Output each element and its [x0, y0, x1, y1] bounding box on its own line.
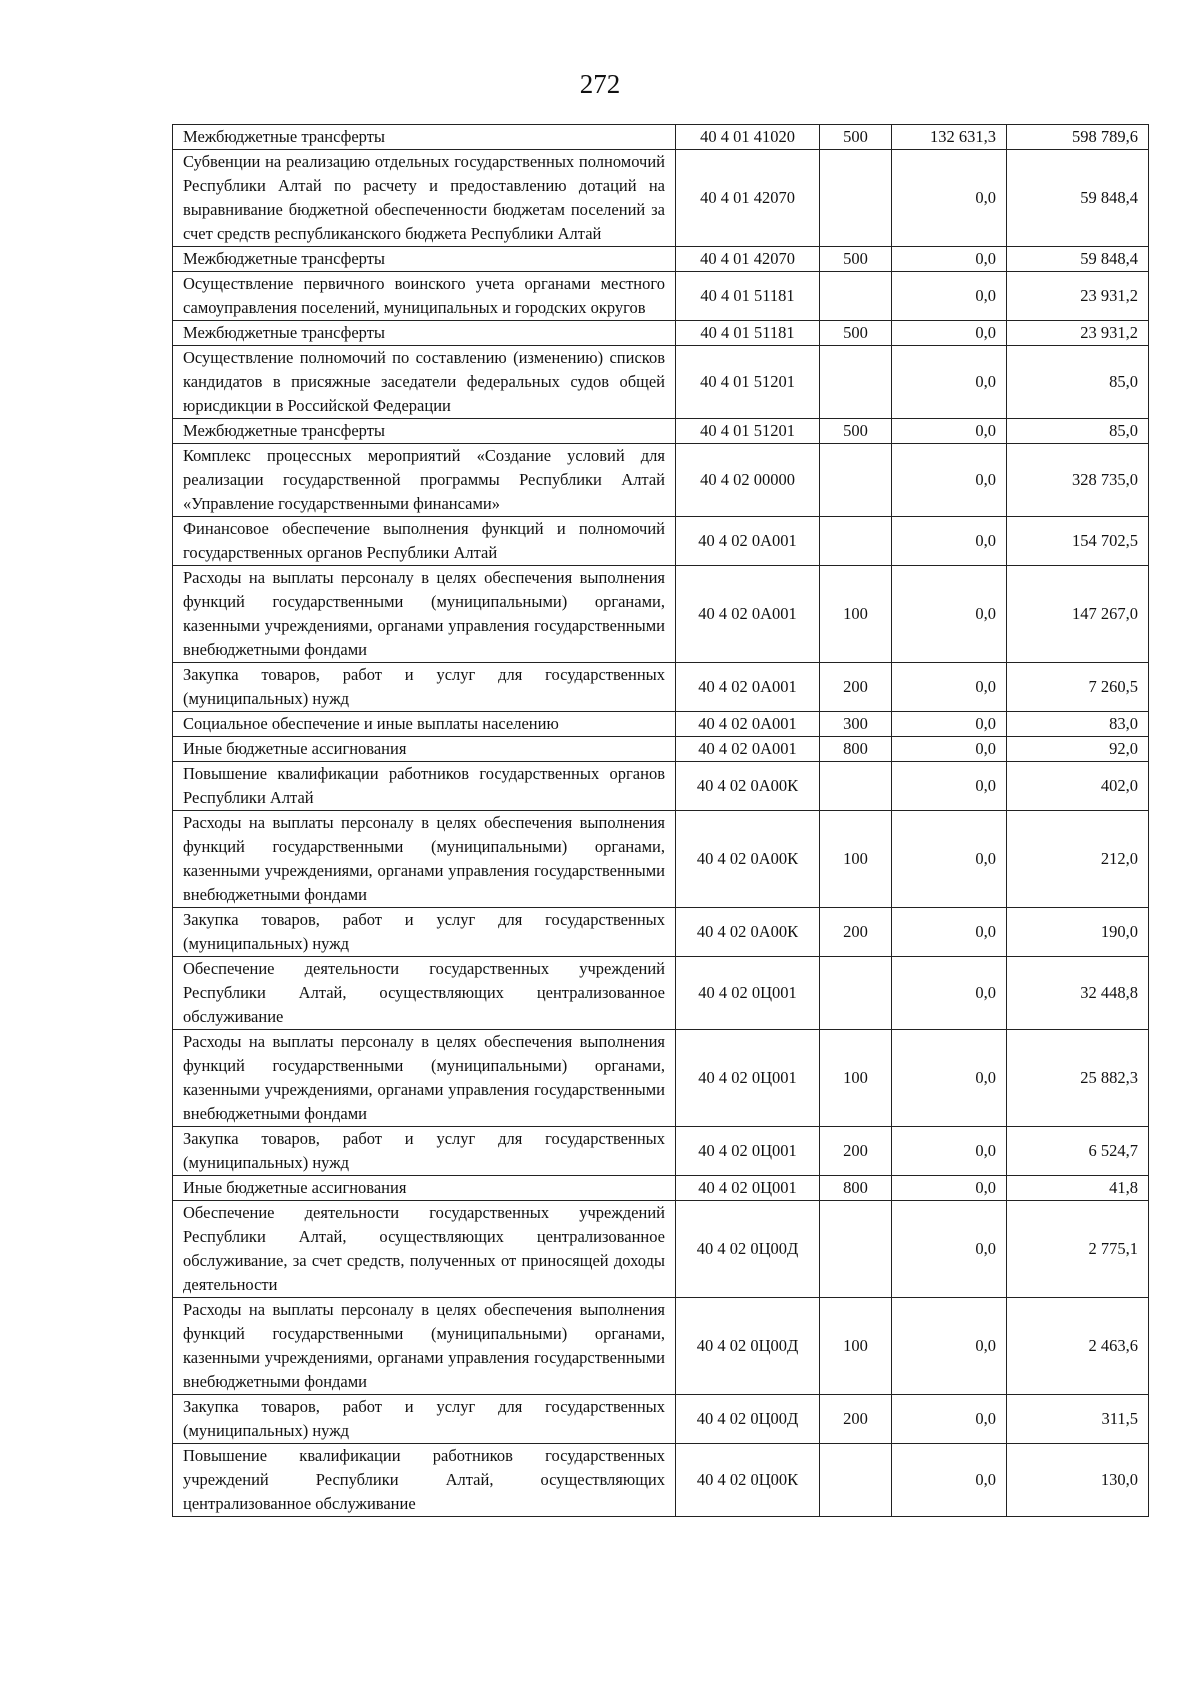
row-expense-type-cell: [820, 346, 892, 419]
row-expense-type-cell: [820, 957, 892, 1030]
table-row: [173, 1395, 1149, 1444]
row-code-cell: 40 4 02 0Ц00Д: [676, 1395, 820, 1444]
row-expense-type-cell: 500: [820, 321, 892, 346]
row-name-cell: Расходы на выплаты персоналу в целях обеспечения выполнения функций государственными (муниципальными) органами, казенными учреждениями, органами управления государственными внебюджетными фондами: [173, 1298, 676, 1395]
row-value-1-cell: 0,0: [892, 811, 1007, 908]
row-value-1-cell: 0,0: [892, 247, 1007, 272]
row-code-cell: 40 4 02 0А001: [676, 566, 820, 663]
row-value-1-cell: 0,0: [892, 1444, 1007, 1517]
table-row: [173, 1030, 1149, 1127]
table-row: [173, 247, 1149, 272]
row-code-cell: 40 4 02 0А00К: [676, 811, 820, 908]
table-row: [173, 737, 1149, 762]
row-value-1-cell: 0,0: [892, 517, 1007, 566]
row-value-2-cell: 311,5: [1007, 1395, 1149, 1444]
table-row: [173, 517, 1149, 566]
row-value-1-cell: 0,0: [892, 419, 1007, 444]
row-value-2-cell: 92,0: [1007, 737, 1149, 762]
row-code-cell: 40 4 02 0А001: [676, 663, 820, 712]
row-code-cell: 40 4 01 51201: [676, 346, 820, 419]
row-name-cell: Повышение квалификации работников государственных учреждений Республики Алтай, осуществляющих централизованное обслуживание: [173, 1444, 676, 1517]
row-expense-type-cell: 800: [820, 737, 892, 762]
row-code-cell: 40 4 01 51201: [676, 419, 820, 444]
row-expense-type-cell: 500: [820, 125, 892, 150]
row-name-cell: Межбюджетные трансферты: [173, 321, 676, 346]
row-name-cell: Обеспечение деятельности государственных учреждений Республики Алтай, осуществляющих централизованное обслуживание: [173, 957, 676, 1030]
row-name-cell: Повышение квалификации работников государственных органов Республики Алтай: [173, 762, 676, 811]
row-value-2-cell: 7 260,5: [1007, 663, 1149, 712]
row-name-cell: Субвенции на реализацию отдельных государственных полномочий Республики Алтай по расчету и предоставлению дотаций на выравнивание бюджетной обеспеченности бюджетам поселений за счет средств республиканского бюджета Республики Алтай: [173, 150, 676, 247]
row-value-1-cell: 0,0: [892, 712, 1007, 737]
row-code-cell: 40 4 02 0Ц001: [676, 957, 820, 1030]
table-row: [173, 346, 1149, 419]
row-name-cell: Закупка товаров, работ и услуг для государственных (муниципальных) нужд: [173, 1395, 676, 1444]
row-code-cell: 40 4 01 41020: [676, 125, 820, 150]
row-name-cell: Комплекс процессных мероприятий «Создание условий для реализации государственной программы Республики Алтай «Управление государственными финансами»: [173, 444, 676, 517]
row-value-2-cell: 41,8: [1007, 1176, 1149, 1201]
row-expense-type-cell: [820, 517, 892, 566]
row-name-cell: Финансовое обеспечение выполнения функций и полномочий государственных органов Республики Алтай: [173, 517, 676, 566]
table-row: [173, 1176, 1149, 1201]
table-row: [173, 1201, 1149, 1298]
table-row: [173, 957, 1149, 1030]
row-value-2-cell: 130,0: [1007, 1444, 1149, 1517]
row-name-cell: Иные бюджетные ассигнования: [173, 737, 676, 762]
row-value-1-cell: 0,0: [892, 1395, 1007, 1444]
row-value-1-cell: 0,0: [892, 737, 1007, 762]
table-row: [173, 321, 1149, 346]
row-value-1-cell: 0,0: [892, 346, 1007, 419]
row-expense-type-cell: 100: [820, 1298, 892, 1395]
row-value-2-cell: 6 524,7: [1007, 1127, 1149, 1176]
row-name-cell: Межбюджетные трансферты: [173, 125, 676, 150]
row-value-2-cell: 598 789,6: [1007, 125, 1149, 150]
row-code-cell: 40 4 02 0Ц00Д: [676, 1201, 820, 1298]
row-value-1-cell: 132 631,3: [892, 125, 1007, 150]
row-name-cell: Закупка товаров, работ и услуг для государственных (муниципальных) нужд: [173, 663, 676, 712]
row-expense-type-cell: [820, 762, 892, 811]
row-value-2-cell: 2 775,1: [1007, 1201, 1149, 1298]
row-value-2-cell: 25 882,3: [1007, 1030, 1149, 1127]
row-name-cell: Расходы на выплаты персоналу в целях обеспечения выполнения функций государственными (муниципальными) органами, казенными учреждениями, органами управления государственными внебюджетными фондами: [173, 811, 676, 908]
row-value-2-cell: 190,0: [1007, 908, 1149, 957]
row-value-2-cell: 328 735,0: [1007, 444, 1149, 517]
table-row: [173, 419, 1149, 444]
row-value-1-cell: 0,0: [892, 272, 1007, 321]
table-row: [173, 566, 1149, 663]
row-name-cell: Расходы на выплаты персоналу в целях обеспечения выполнения функций государственными (муниципальными) органами, казенными учреждениями, органами управления государственными внебюджетными фондами: [173, 566, 676, 663]
row-value-2-cell: 59 848,4: [1007, 247, 1149, 272]
row-expense-type-cell: 800: [820, 1176, 892, 1201]
row-expense-type-cell: 100: [820, 566, 892, 663]
row-value-2-cell: 147 267,0: [1007, 566, 1149, 663]
row-expense-type-cell: [820, 1201, 892, 1298]
row-value-1-cell: 0,0: [892, 321, 1007, 346]
row-name-cell: Осуществление полномочий по составлению (изменению) списков кандидатов в присяжные заседатели федеральных судов общей юрисдикции в Российской Федерации: [173, 346, 676, 419]
row-expense-type-cell: 500: [820, 419, 892, 444]
row-value-2-cell: 59 848,4: [1007, 150, 1149, 247]
row-name-cell: Закупка товаров, работ и услуг для государственных (муниципальных) нужд: [173, 908, 676, 957]
row-value-1-cell: 0,0: [892, 663, 1007, 712]
row-expense-type-cell: 500: [820, 247, 892, 272]
row-expense-type-cell: 300: [820, 712, 892, 737]
table-row: [173, 272, 1149, 321]
row-code-cell: 40 4 02 0А00К: [676, 762, 820, 811]
row-expense-type-cell: 200: [820, 663, 892, 712]
row-name-cell: Обеспечение деятельности государственных учреждений Республики Алтай, осуществляющих централизованное обслуживание, за счет средств, полученных от приносящей доходы деятельности: [173, 1201, 676, 1298]
row-code-cell: 40 4 02 0Ц001: [676, 1030, 820, 1127]
table-row: [173, 811, 1149, 908]
row-expense-type-cell: 200: [820, 1127, 892, 1176]
row-expense-type-cell: [820, 272, 892, 321]
row-value-2-cell: 23 931,2: [1007, 321, 1149, 346]
row-value-1-cell: 0,0: [892, 1298, 1007, 1395]
row-name-cell: Межбюджетные трансферты: [173, 247, 676, 272]
table-row: [173, 712, 1149, 737]
row-value-1-cell: 0,0: [892, 1201, 1007, 1298]
row-expense-type-cell: 200: [820, 1395, 892, 1444]
row-code-cell: 40 4 02 0Ц00К: [676, 1444, 820, 1517]
row-code-cell: 40 4 02 0Ц00Д: [676, 1298, 820, 1395]
table-row: [173, 1298, 1149, 1395]
row-expense-type-cell: 100: [820, 811, 892, 908]
row-value-2-cell: 2 463,6: [1007, 1298, 1149, 1395]
row-expense-type-cell: 100: [820, 1030, 892, 1127]
row-name-cell: Осуществление первичного воинского учета органами местного самоуправления поселений, муниципальных и городских округов: [173, 272, 676, 321]
budget-table-body: [173, 125, 1149, 1517]
row-value-2-cell: 85,0: [1007, 346, 1149, 419]
table-row: [173, 125, 1149, 150]
table-row: [173, 762, 1149, 811]
page-number: 272: [579, 69, 621, 99]
table-row: [173, 1127, 1149, 1176]
row-code-cell: 40 4 01 42070: [676, 247, 820, 272]
row-value-2-cell: 23 931,2: [1007, 272, 1149, 321]
row-value-1-cell: 0,0: [892, 566, 1007, 663]
row-code-cell: 40 4 01 42070: [676, 150, 820, 247]
row-code-cell: 40 4 02 0Ц001: [676, 1127, 820, 1176]
row-name-cell: Расходы на выплаты персоналу в целях обеспечения выполнения функций государственными (муниципальными) органами, казенными учреждениями, органами управления государственными внебюджетными фондами: [173, 1030, 676, 1127]
row-expense-type-cell: [820, 444, 892, 517]
row-value-1-cell: 0,0: [892, 957, 1007, 1030]
row-expense-type-cell: [820, 150, 892, 247]
row-value-1-cell: 0,0: [892, 444, 1007, 517]
row-value-1-cell: 0,0: [892, 1127, 1007, 1176]
table-row: [173, 908, 1149, 957]
row-name-cell: Иные бюджетные ассигнования: [173, 1176, 676, 1201]
row-value-2-cell: 212,0: [1007, 811, 1149, 908]
row-value-2-cell: 402,0: [1007, 762, 1149, 811]
table-row: [173, 663, 1149, 712]
table-row: [173, 444, 1149, 517]
row-value-1-cell: 0,0: [892, 1030, 1007, 1127]
row-value-2-cell: 83,0: [1007, 712, 1149, 737]
row-value-2-cell: 85,0: [1007, 419, 1149, 444]
row-expense-type-cell: [820, 1444, 892, 1517]
table-row: [173, 150, 1149, 247]
row-name-cell: Межбюджетные трансферты: [173, 419, 676, 444]
row-value-1-cell: 0,0: [892, 762, 1007, 811]
row-value-1-cell: 0,0: [892, 150, 1007, 247]
row-code-cell: 40 4 02 00000: [676, 444, 820, 517]
row-name-cell: Социальное обеспечение и иные выплаты населению: [173, 712, 676, 737]
table-row: [173, 1444, 1149, 1517]
row-code-cell: 40 4 02 0А001: [676, 737, 820, 762]
row-code-cell: 40 4 02 0А001: [676, 517, 820, 566]
row-value-2-cell: 154 702,5: [1007, 517, 1149, 566]
row-code-cell: 40 4 02 0А001: [676, 712, 820, 737]
row-code-cell: 40 4 02 0Ц001: [676, 1176, 820, 1201]
row-value-1-cell: 0,0: [892, 908, 1007, 957]
row-code-cell: 40 4 02 0А00К: [676, 908, 820, 957]
budget-table: [172, 124, 1149, 1517]
row-code-cell: 40 4 01 51181: [676, 272, 820, 321]
row-expense-type-cell: 200: [820, 908, 892, 957]
row-name-cell: Закупка товаров, работ и услуг для государственных (муниципальных) нужд: [173, 1127, 676, 1176]
row-code-cell: 40 4 01 51181: [676, 321, 820, 346]
row-value-2-cell: 32 448,8: [1007, 957, 1149, 1030]
row-value-1-cell: 0,0: [892, 1176, 1007, 1201]
